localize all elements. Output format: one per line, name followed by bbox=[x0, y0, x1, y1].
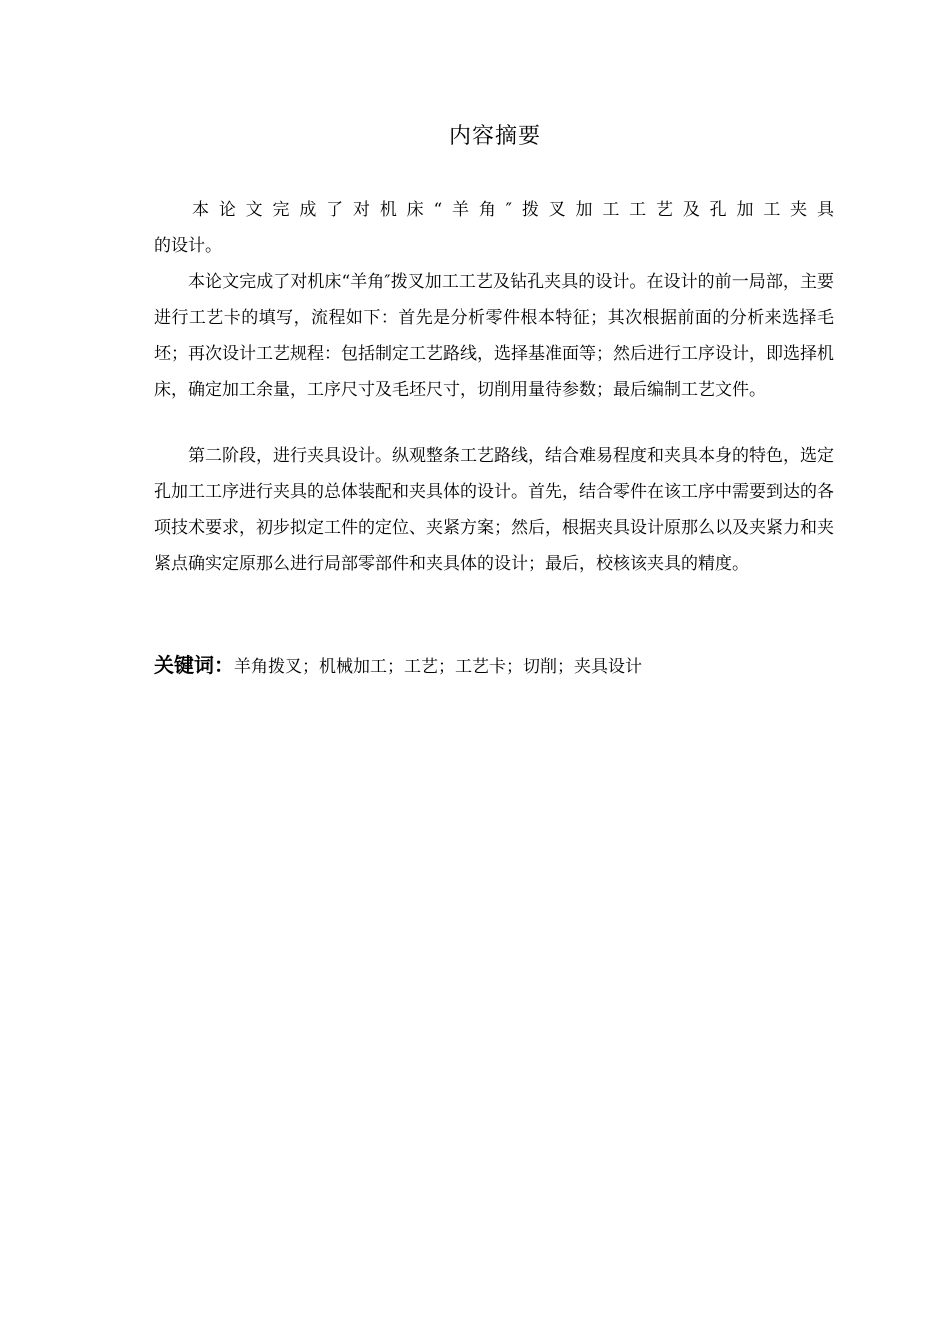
abstract-paragraph-2: 本论文完成了对机床“羊角″拨叉加工工艺及钻孔夹具的设计。在设计的前一局部，主要进行工艺卡的填写，流程如下：首先是分析零件根本特征；其次根据前面的分析来选择毛坯；再次设计工艺规程：包括制定工艺路线，选择基准面等；然后进行工序设计，即选择机床，确定加工余量，工序尺寸及毛坯尺寸，切削用量待参数；最后编制工艺文件。 bbox=[154, 272, 834, 400]
keywords-label: 关键词： bbox=[154, 653, 234, 677]
abstract-paragraph-3: 第二阶段，进行夹具设计。纵观整条工艺路线，结合难易程度和夹具本身的特色，选定孔加工工序进行夹具的总体装配和夹具体的设计。首先，结合零件在该工序中需要到达的各项技术要求，初步拟定工件的定位、夹紧方案；然后，根据夹具设计原那么以及夹紧力和夹紧点确实定原那么进行局部零部件和夹具体的设计；最后，校核该夹具的精度。 bbox=[154, 446, 834, 574]
abstract-paragraph-1 bbox=[154, 192, 834, 264]
keywords-text: 羊角拨叉；机械加工；工艺；工艺卡；切削；夹具设计 bbox=[234, 657, 642, 677]
keywords-line bbox=[154, 648, 854, 684]
paragraph-1-line-2: 的设计。 bbox=[154, 236, 222, 256]
abstract-title: 内容摘要 bbox=[448, 124, 541, 149]
paragraph-1-line-1: 本论文完成了对机床“羊角″拨叉加工工艺及孔加工夹具 bbox=[192, 200, 834, 220]
